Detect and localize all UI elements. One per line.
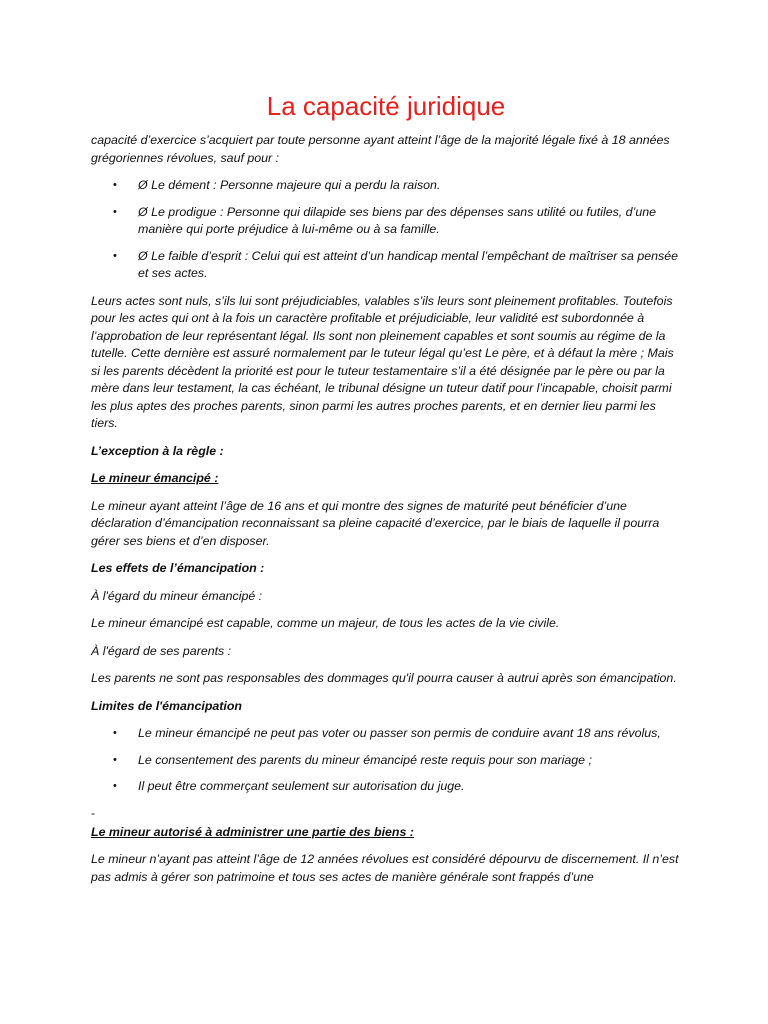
bullet-icon: • [113,249,117,262]
acts-paragraph: Leurs actes sont nuls, s’ils lui sont préjudiciables, valables s’ils leurs sont pleinement profitables. Toutefois pour les actes qui ont à la fois un caractère profitable et préjudiciable, leur validité est subordonnée à l’approbation de leur représentant légal. Ils sont non pleinement capables et sont soumis au régime de la tutelle. Cette dernière est assuré normalement par le tuteur légal qu’est Le père, et à défaut la mère ; Mais si les parents décèdent la priorité est pour le tuteur testamentaire s’il a été désignée par le père ou par la mère dans leur testament, la cas échéant, le tribunal désigne un tuteur datif pour l’incapable, choisit parmi les plus aptes des proches parents, sinon parmi les autres proches parents, et en dernier lieu parmi les tiers. [91,293,674,430]
bullet-icon: • [113,205,117,218]
exception-heading: L’exception à la règle : [91,443,224,458]
list-item-text: Le consentement des parents du mineur émancipé reste requis pour son mariage ; [138,752,592,767]
list-item-text: Ø Le faible d’esprit : Celui qui est atteint d’un handicap mental l’empêchant de maîtriser sa pensée et ses actes. [138,248,678,280]
limits-list [91,725,681,796]
emancipated-heading: Le mineur émancipé : [91,471,219,485]
authorized-heading: Le mineur autorisé à administrer une partie des biens : [91,824,414,839]
dash-separator: - [91,805,96,820]
list-item-text: Il peut être commerçant seulement sur autorisation du juge. [138,779,465,793]
list-item [91,752,681,770]
list-item-text: Ø Le prodigue : Personne qui dilapide ses biens par des dépenses sans utilité ou futiles, d’une manière qui porte préjudice à lui-même ou à sa famille. [138,204,656,236]
list-item [91,725,681,743]
regard-minor-text: Le mineur émancipé est capable, comme un majeur, de tous les actes de la vie civile. [91,616,560,630]
list-item [91,248,681,283]
list-item [91,778,681,796]
list-item [91,177,681,195]
document-page [91,86,681,896]
effects-heading: Les effets de l’émancipation : [91,561,265,575]
regard-minor-heading: À l'égard du mineur émancipé : [91,588,263,603]
list-item-text: Le mineur émancipé ne peut pas voter ou passer son permis de conduire avant 18 ans révolus, [138,726,661,740]
bullet-icon: • [113,727,117,739]
bullet-icon: • [113,753,117,766]
intro-paragraph: capacité d’exercice s’acquiert par toute personne ayant atteint l’âge de la majorité légale fixé à 18 années grégoriennes révolues, sauf pour : [91,133,670,165]
emancipated-paragraph: Le mineur ayant atteint l’âge de 16 ans et qui montre des signes de maturité peut bénéficier d’une déclaration d’émancipation reconnaissant sa pleine capacité d’exercice, par le biais de laquelle il pourra gérer ses biens et d’en disposer. [91,498,660,548]
limits-heading: Limites de l'émancipation [91,698,242,713]
regard-parents-text: Les parents ne sont pas responsables des dommages qu'il pourra causer à autrui après son émancipation. [91,671,677,685]
authorized-paragraph: Le mineur n’ayant pas atteint l’âge de 12 années révolues est considéré dépourvu de discernement. Il n’est pas admis à gérer son patrimoine et tous ses actes de manière générale sont frappés d’une [91,852,679,884]
exceptions-list [91,177,681,283]
regard-parents-heading: À l'égard de ses parents : [91,643,232,658]
bullet-icon: • [113,179,117,191]
list-item [91,204,681,239]
bullet-icon: • [113,780,117,792]
list-item-text: Ø Le dément : Personne majeure qui a perdu la raison. [138,178,441,192]
document-title: La capacité juridique [266,91,506,121]
